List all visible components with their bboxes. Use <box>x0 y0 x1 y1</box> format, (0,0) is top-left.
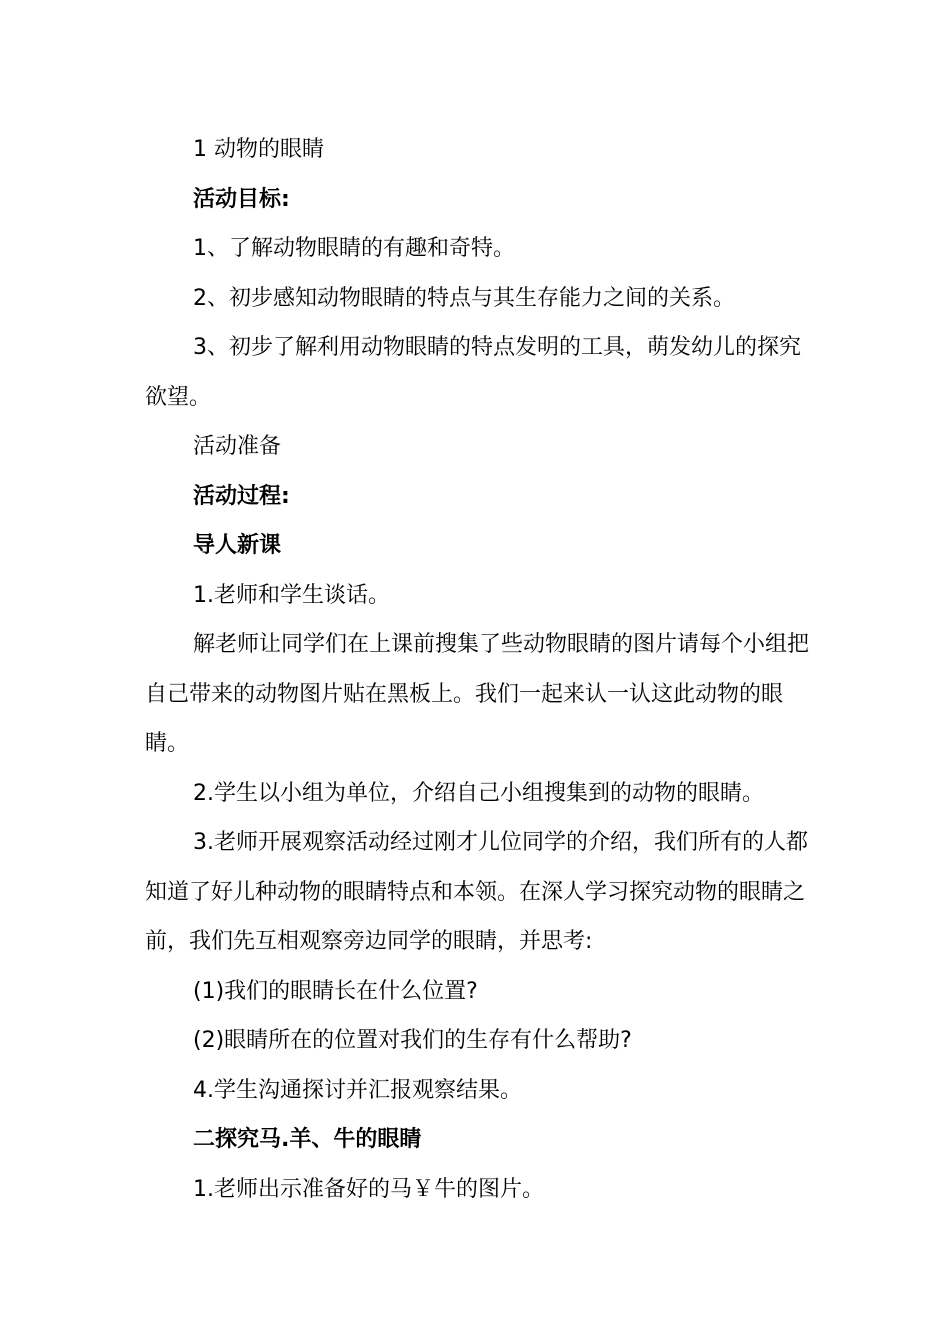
heading-process: 活动过程: <box>193 483 290 509</box>
question-1: (1)我们的眼睛长在什么位置? <box>193 978 478 1004</box>
step-3: 3.老师开展观察活动经过刚才儿位同学的介绍，我们所有的人都知道了好儿种动物的眼睛特点和本领。在深人学习探究动物的眼睛之前，我们先互相观察旁边同学的眼睛，并思考: <box>145 830 808 954</box>
heading-objectives: 活动目标: <box>193 186 290 212</box>
objective-item-2: 2、初步感知动物眼睛的特点与其生存能力之间的关系。 <box>193 285 735 311</box>
objective-item-3: 3、初步了解利用动物眼睛的特点发明的工具，萌发幼儿的探究欲望。 <box>145 335 801 410</box>
section-2-step-1: 1.老师出示准备好的马￥牛的图片。 <box>193 1176 544 1202</box>
document-body <box>145 125 810 1214</box>
heading-section-2: 二探究马.羊、牛的眼睛 <box>193 1127 422 1152</box>
step-1: 1.老师和学生谈话。 <box>193 582 390 608</box>
heading-introduction: 导人新课 <box>193 533 282 558</box>
paragraph-explanation: 解老师让同学们在上课前搜集了些动物眼睛的图片请每个小组把自己带来的动物图片贴在黑板上。我们一起来认一认这此动物的眼睛。 <box>145 632 810 756</box>
question-2: (2)眼睛所在的位置对我们的生存有什么帮助? <box>193 1028 632 1053</box>
objective-item-1: 1、了解动物眼睛的有趣和奇特。 <box>193 236 515 261</box>
heading-preparation: 活动准备 <box>193 434 282 459</box>
step-4: 4.学生沟通探讨并汇报观察结果。 <box>193 1077 522 1103</box>
step-2: 2.学生以小组为单位，介绍自己小组搜集到的动物的眼睛。 <box>193 780 764 806</box>
lesson-title: 1 动物的眼睛 <box>193 137 324 162</box>
